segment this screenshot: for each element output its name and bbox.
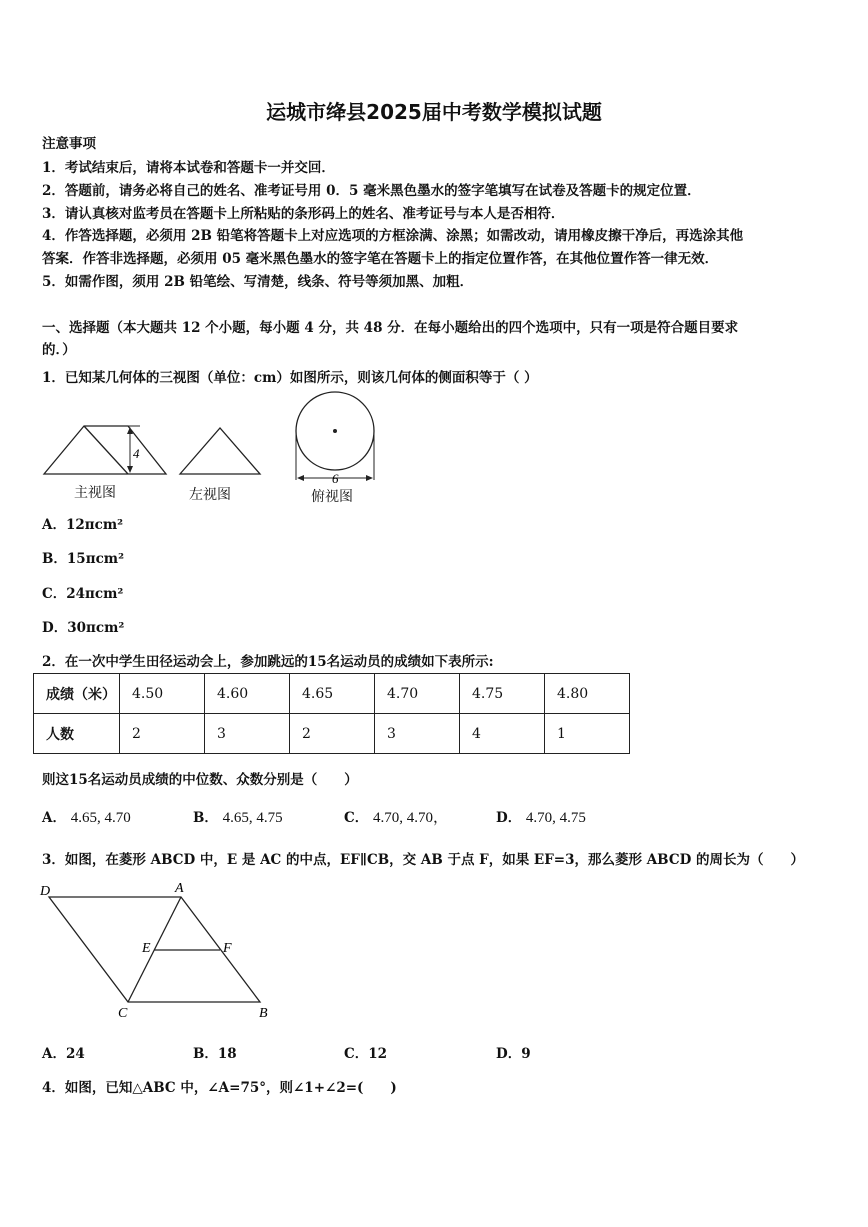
q1-option-c: C．24πcm² — [42, 586, 124, 602]
table-cell: 3 — [205, 714, 290, 754]
q3-point-e: E — [142, 941, 151, 956]
q3-stem: 3．如图，在菱形 ABCD 中，E 是 AC 的中点，EF∥CB，交 AB 于点 F，如果 EF=3，那么菱形 ABCD 的周长为（ ） — [42, 852, 804, 868]
q2-option-a — [42, 806, 131, 827]
notice-item-5: 5．如需作图，须用 2B 铅笔绘、写清楚，线条、符号等须加黑、加粗． — [42, 274, 474, 290]
notice-item-4-cont: 答案．作答非选择题，必须用 05 毫米黑色墨水的签字笔在答题卡上的指定位置作答，在其他位置作答一律无效． — [42, 251, 719, 267]
q3-option-b: B．18 — [193, 1046, 237, 1062]
q2-option-b-value: 4.65, 4.75 — [222, 810, 283, 826]
q3-point-a: A — [175, 881, 184, 896]
q2-option-a-value: 4.65, 4.70 — [70, 810, 131, 826]
q2-option-d-value: 4.70, 4.75 — [525, 810, 586, 826]
q2-option-b-letter: B． — [193, 810, 218, 826]
q2-option-a-letter: A． — [42, 810, 66, 826]
q2-option-c-letter: C． — [344, 810, 369, 826]
table-row — [34, 674, 630, 714]
page-title: 运城市绛县2025届中考数学模拟试题 — [266, 100, 602, 124]
q1-top-view — [296, 392, 374, 481]
q1-option-a: A．12πcm² — [42, 517, 124, 533]
q2-option-c — [344, 806, 448, 827]
notice-item-4: 4．作答选择题，必须用 2B 铅笔将答题卡上对应选项的方框涂满、涂黑；如需改动，请用橡皮擦干净后，再选涂其他 — [42, 228, 744, 244]
section-heading-cont: 的．） — [42, 342, 76, 358]
q1-front-view-label: 主视图 — [74, 485, 116, 501]
section-heading: 一、选择题（本大题共 12 个小题，每小题 4 分，共 48 分．在每小题给出的四个选项中，只有一项是符合题目要求 — [42, 320, 739, 336]
q1-left-view — [180, 428, 260, 474]
q3-option-a: A．24 — [42, 1046, 85, 1062]
table-cell: 4.65 — [290, 674, 375, 714]
table-row — [34, 714, 630, 754]
table-cell: 4.50 — [120, 674, 205, 714]
q2-option-c-value: 4.70, 4.70， — [372, 810, 448, 826]
notice-item-3: 3．请认真核对监考员在答题卡上所粘贴的条形码上的姓名、准考证号与本人是否相符． — [42, 206, 565, 222]
q1-top-view-label: 俯视图 — [311, 489, 353, 505]
q3-point-f: F — [223, 941, 232, 956]
table-cell: 4.60 — [205, 674, 290, 714]
table-cell: 4.80 — [545, 674, 630, 714]
q2-score-table — [33, 673, 630, 754]
q2-option-d — [496, 806, 586, 827]
q3-point-c: C — [118, 1006, 128, 1021]
q1-left-view-label: 左视图 — [189, 487, 231, 503]
table-cell: 人数 — [34, 714, 120, 754]
q4-stem: 4．如图，已知△ABC 中，∠A=75°，则∠1+∠2=( ) — [42, 1080, 397, 1096]
table-cell: 4.70 — [375, 674, 460, 714]
notice-heading: 注意事项 — [42, 136, 96, 152]
q1-option-d: D．30πcm² — [42, 620, 125, 636]
table-cell: 4.75 — [460, 674, 545, 714]
table-cell: 2 — [120, 714, 205, 754]
q3-option-c: C．12 — [344, 1046, 388, 1062]
q2-question: 则这15名运动员成绩的中位数、众数分别是（ ） — [42, 772, 358, 788]
q3-rhombus-figure — [36, 878, 286, 1026]
q3-option-d: D．9 — [496, 1046, 531, 1062]
q1-option-b: B．15πcm² — [42, 551, 124, 567]
table-cell: 3 — [375, 714, 460, 754]
notice-item-1: 1．考试结束后，请将本试卷和答题卡一并交回． — [42, 160, 335, 176]
q2-option-b — [193, 806, 283, 827]
table-cell: 成绩（米） — [34, 674, 120, 714]
table-cell: 1 — [545, 714, 630, 754]
q3-point-b: B — [259, 1006, 268, 1021]
q3-point-d: D — [40, 884, 51, 899]
q2-stem: 2．在一次中学生田径运动会上，参加跳远的15名运动员的成绩如下表所示: — [42, 654, 494, 670]
q1-height-label: 4 — [133, 446, 140, 461]
table-cell: 4 — [460, 714, 545, 754]
table-cell: 2 — [290, 714, 375, 754]
q1-stem: 1．已知某几何体的三视图（单位：cm）如图所示，则该几何体的侧面积等于（ ） — [42, 370, 538, 386]
q2-option-d-letter: D． — [496, 810, 522, 826]
q1-diameter-label: 6 — [332, 471, 339, 486]
notice-item-2: 2．答题前，请务必将自己的姓名、准考证号用 0．5 毫米黑色墨水的签字笔填写在试卷及答题卡的规定位置． — [42, 183, 701, 199]
q1-front-view — [44, 426, 166, 474]
